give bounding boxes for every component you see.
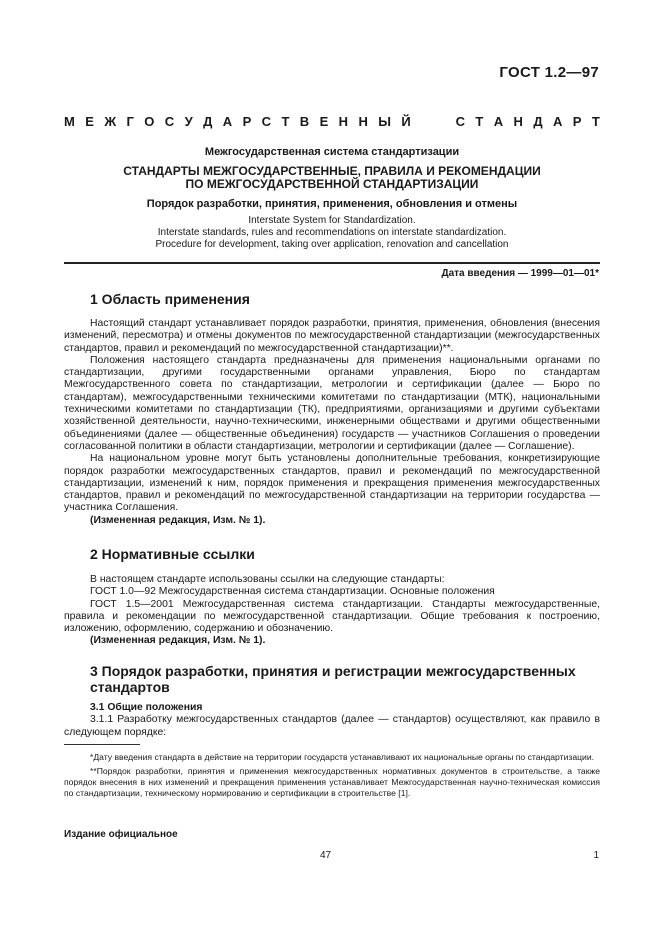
- footnote: **Порядок разработки, принятия и применения межгосударственных нормативных документов в строительстве, а также порядок внесения в них изменений и прекращения применения устанавливает Межгосударственная научно-техническая комиссия по стандартизации, техническому нормированию и сертификации в строительстве [1].: [64, 766, 600, 798]
- section-2-heading: 2 Нормативные ссылки: [90, 546, 255, 562]
- footnote-divider: [64, 744, 140, 745]
- english-title-line: Procedure for development, taking over application, renovation and cancellation: [155, 239, 509, 250]
- footnotes: [64, 752, 600, 799]
- banner-letter: Е: [319, 114, 329, 129]
- section-3-body: [64, 702, 600, 739]
- paragraph: Положения настоящего стандарта предназначены для применения национальными органами по стандартизации, другими государственными органами управления, Бюро по стандартам Межгосударственного совета по стандартизации, метрологии и сертификации (далее — Бюро по стандартам), межгосударственными техническими комитетами по стандартизации (МТК), национальными техническими комитетами по стандартизации (ТК), предприятиями, организациями и другими субъектами хозяйственной деятельности, научно-техническими, инженерными обществами и другими общественными объединениями (далее — общественные объединения) государств — участников Соглашения о проведении согласованной политики в области стандартизации, метрологии и сертификации (далее — Соглашение).: [64, 354, 600, 452]
- subtitle: Порядок разработки, принятия, применения, обновления и отмены: [146, 198, 518, 210]
- introduction-date: Дата введения — 1999—01—01*: [441, 268, 599, 279]
- banner-letter: У: [184, 114, 193, 129]
- banner-letter: Р: [572, 114, 582, 129]
- section-2-body: [64, 574, 600, 648]
- section-1-heading: 1 Область применения: [90, 291, 250, 307]
- banner-letter: С: [164, 114, 175, 129]
- banner-letter: Е: [85, 114, 94, 129]
- banner-letter: Г: [126, 114, 134, 129]
- paragraph: 3.1.1 Разработку межгосударственных стандартов (далее — стандартов) осуществляют, как правило в следующем порядке:: [64, 714, 600, 738]
- section-1-body: [64, 318, 600, 527]
- subsection-heading: 3.1 Общие положения: [90, 702, 203, 713]
- banner-letter: Ы: [378, 114, 391, 129]
- title-divider: [64, 262, 600, 264]
- banner-letter: Т: [475, 114, 484, 129]
- banner-letter: Д: [533, 114, 543, 129]
- banner-letter: А: [552, 114, 563, 129]
- banner-letter: М: [64, 114, 75, 129]
- gost-code: ГОСТ 1.2—97: [499, 64, 599, 81]
- banner-letter: О: [144, 114, 155, 129]
- page-number: 47: [320, 850, 332, 861]
- banner-letter: Н: [358, 114, 368, 129]
- banner-letter: Н: [338, 114, 349, 129]
- standard-series: Межгосударственная система стандартизации: [204, 146, 460, 158]
- main-title-line: СТАНДАРТЫ МЕЖГОСУДАРСТВЕННЫЕ, ПРАВИЛА И РЕКОМЕНДАЦИИ: [123, 164, 541, 178]
- banner-letter: Д: [203, 114, 213, 129]
- sheet-number: 1: [593, 850, 599, 861]
- paragraph: На национальном уровне могут быть установлены дополнительные требования, конкретизирующие порядок разработки межгосударственных стандартов, правил и рекомендаций по межгосударственной стандартизации, изменений к ним, порядок применения и прекращения применения межгосударственных стандартов, правил и рекомендаций по межгосударственной стандартизации на территории государства — участника Соглашения.: [64, 453, 600, 514]
- amendment-note: (Измененная редакция, Изм. № 1).: [90, 514, 266, 526]
- banner-letter: С: [261, 114, 272, 129]
- banner-word-gap: [421, 114, 445, 129]
- english-title-line: Interstate System for Standardization.: [248, 215, 416, 226]
- banner-letter: В: [299, 114, 310, 129]
- banner-letter: А: [493, 114, 504, 129]
- main-title-line: ПО МЕЖГОСУДАРСТВЕННОЙ СТАНДАРТИЗАЦИИ: [185, 177, 479, 191]
- normative-reference: ГОСТ 1.5—2001 Межгосударственная система стандартизации. Стандарты межгосударственные, правила и рекомендации по межгосударственной стандартизации. Общие требования к построению, изложению, оформлению, содержанию и обозначению.: [64, 598, 600, 635]
- banner-letter: Т: [281, 114, 290, 129]
- banner-letter: Ж: [104, 114, 117, 129]
- english-title: [64, 215, 600, 251]
- amendment-note: (Измененная редакция, Изм. № 1).: [90, 635, 266, 647]
- official-edition-label: Издание официальное: [64, 829, 178, 840]
- main-title: [64, 165, 600, 191]
- banner-letter: С: [455, 114, 465, 129]
- paragraph: В настоящем стандарте использованы ссылки на следующие стандарты:: [90, 574, 445, 585]
- english-title-line: Interstate standards, rules and recommendations on interstate standardization.: [157, 227, 507, 238]
- normative-reference: ГОСТ 1.0—92 Межгосударственная система стандартизации. Основные положения: [90, 586, 495, 598]
- banner-letter: Р: [242, 114, 252, 129]
- section-3-heading: 3 Порядок разработки, принятия и регистрации межгосударственных стандартов: [90, 663, 576, 695]
- banner-letter: А: [222, 114, 233, 129]
- banner-letter: Т: [591, 114, 600, 129]
- banner-letter: Н: [513, 114, 523, 129]
- footnote: *Дату введения стандарта в действие на территории государств устанавливают их национальные органы по стандартизации.: [90, 752, 595, 762]
- interstate-standard-banner: [64, 114, 600, 129]
- banner-letter: Й: [401, 114, 411, 129]
- paragraph: Настоящий стандарт устанавливает порядок разработки, принятия, применения, обновления (внесения изменений, пересмотра) и отмены документов по межгосударственной стандартизации (межгосударственных стандартов, правил и рекомендаций по межгосударственной стандартизации)**.: [64, 318, 600, 354]
